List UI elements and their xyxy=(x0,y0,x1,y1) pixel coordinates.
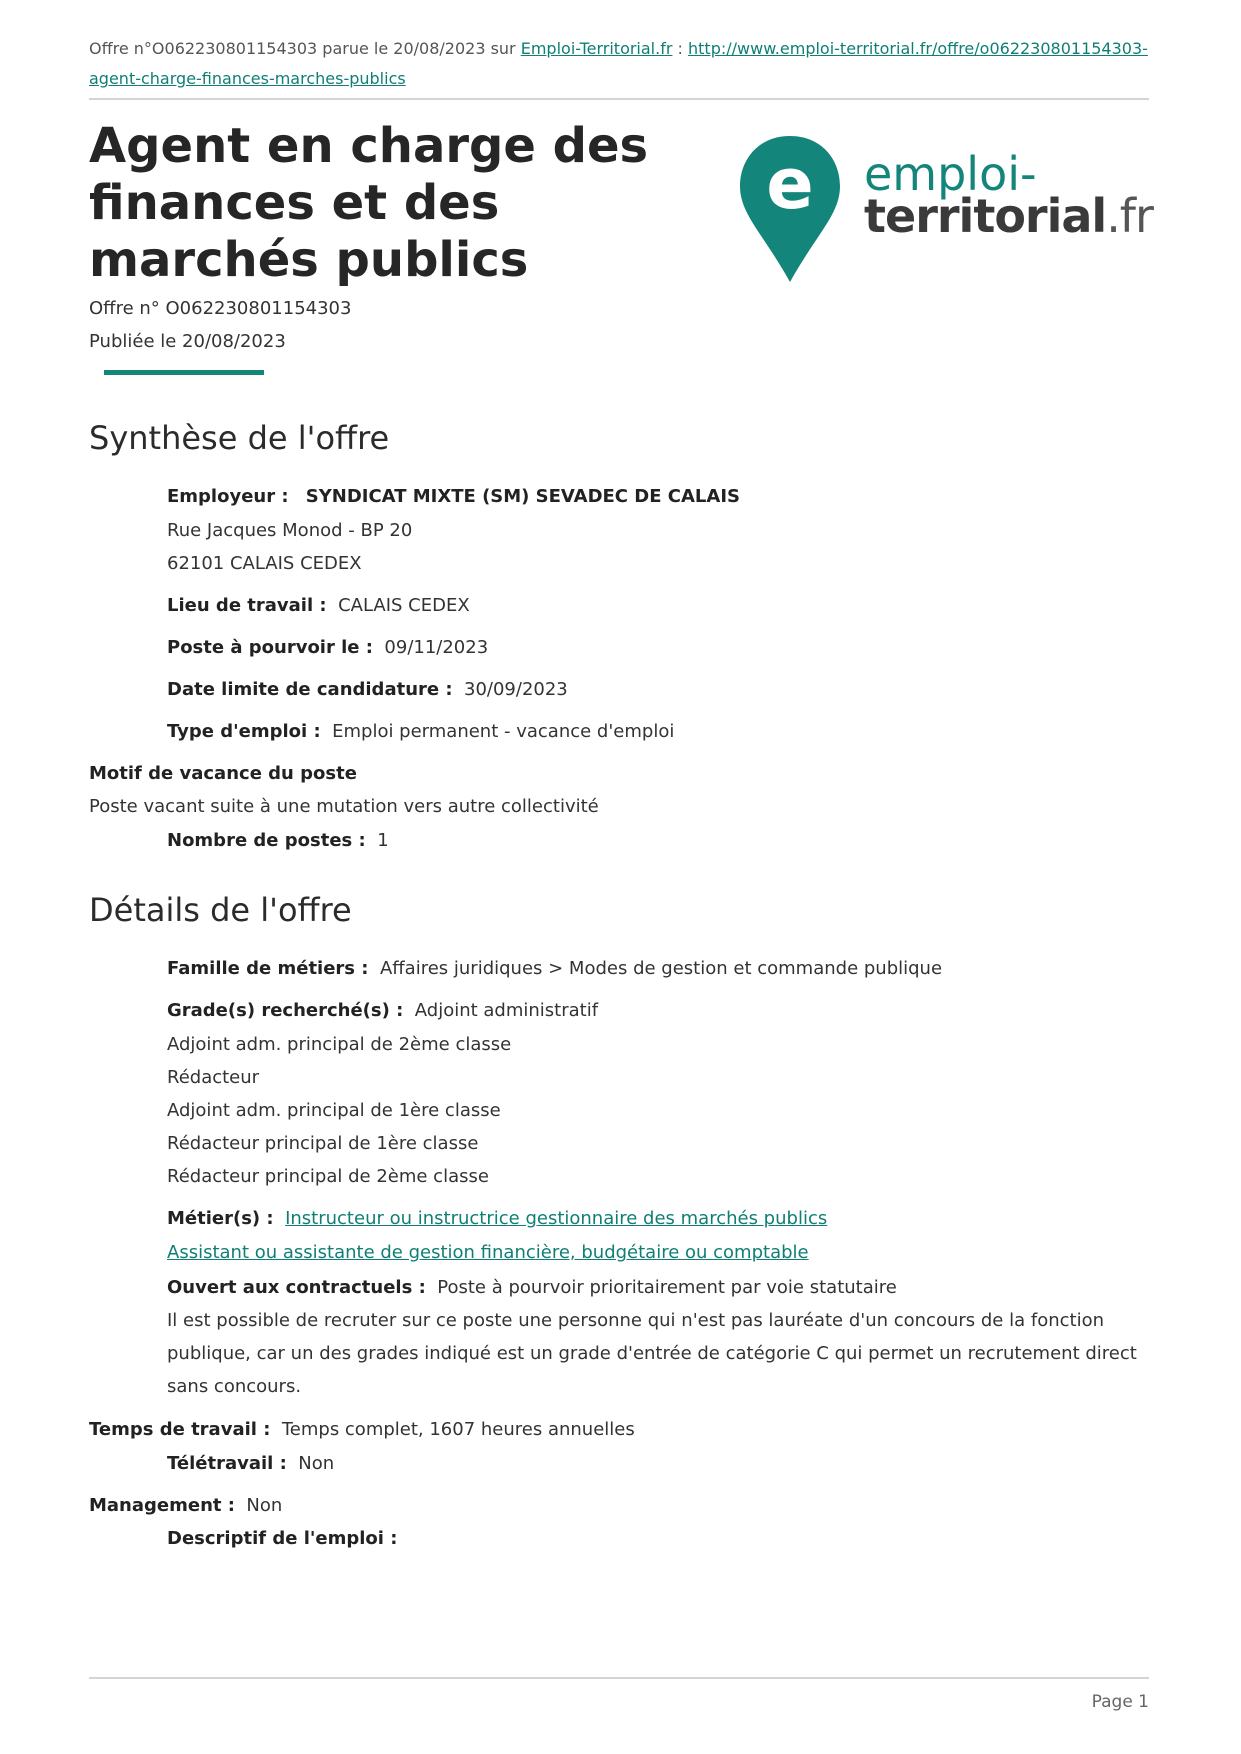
published-date: Publiée le 20/08/2023 xyxy=(89,331,286,352)
employeur-row xyxy=(167,480,740,513)
svg-text:emploi-: emploi- xyxy=(864,147,1037,201)
grade-item: Adjoint adm. principal de 1ère classe xyxy=(167,1100,501,1121)
separator: : xyxy=(677,39,683,58)
page-title: Agent en charge des finances et des marchés publics xyxy=(89,118,649,288)
lieu-value: CALAIS CEDEX xyxy=(338,595,470,616)
management-row xyxy=(89,1489,282,1522)
offer-meta xyxy=(89,292,351,358)
svg-text:territorial.fr: territorial.fr xyxy=(864,189,1153,243)
contractuels-note: Il est possible de recruter sur ce poste une personne qui n'est pas lauréate d'un concours de la fonction publique, car un des grades indiqué est un grade d'entrée de catégorie C qui permet un recrutement direct sans concours. xyxy=(167,1310,1137,1397)
section-heading-details: Détails de l'offre xyxy=(89,891,352,929)
contractuels-label: Ouvert aux contractuels : xyxy=(167,1277,426,1298)
temps-row xyxy=(89,1413,635,1446)
emploi-territorial-logo xyxy=(740,128,1153,288)
metier-link[interactable]: Instructeur ou instructrice gestionnaire des marchés publics xyxy=(285,1208,828,1229)
poste-value: 09/11/2023 xyxy=(384,637,489,658)
grade-item: Rédacteur principal de 2ème classe xyxy=(167,1166,489,1187)
grades-label: Grade(s) recherché(s) : xyxy=(167,1000,404,1021)
employeur-value: SYNDICAT MIXTE (SM) SEVADEC DE CALAIS xyxy=(305,486,740,507)
section-heading-synthese: Synthèse de l'offre xyxy=(89,419,390,457)
address-line-2: 62101 CALAIS CEDEX xyxy=(167,553,362,574)
motif-label: Motif de vacance du poste xyxy=(89,763,357,784)
type-emploi-label: Type d'emploi : xyxy=(167,721,321,742)
metier-link[interactable]: Assistant ou assistante de gestion financière, budgétaire ou comptable xyxy=(167,1242,809,1263)
management-value: Non xyxy=(246,1495,283,1516)
metiers-row xyxy=(167,1202,827,1235)
grades-row xyxy=(167,994,598,1027)
contractuels-row xyxy=(167,1271,897,1304)
famille-row xyxy=(167,952,942,985)
type-emploi-value: Emploi permanent - vacance d'emploi xyxy=(332,721,675,742)
footer-divider xyxy=(89,1677,1149,1679)
date-limite-value: 30/09/2023 xyxy=(464,679,568,700)
metier-row-2 xyxy=(167,1236,809,1269)
grade-item: Rédacteur principal de 1ère classe xyxy=(167,1133,479,1154)
svg-text:e: e xyxy=(766,143,814,225)
accent-bar xyxy=(104,370,264,375)
grade-item: Adjoint administratif xyxy=(414,1000,599,1021)
teletravail-row xyxy=(167,1447,334,1480)
famille-label: Famille de métiers : xyxy=(167,958,369,979)
teletravail-value: Non xyxy=(298,1453,335,1474)
offer-url-link[interactable]: http://www.emploi-territorial.fr/offre/o062230801154303-agent-charge-finances-marches-publics xyxy=(89,39,1148,88)
site-link[interactable]: Emploi-Territorial.fr xyxy=(520,39,673,58)
management-label: Management : xyxy=(89,1495,235,1516)
employeur-label: Employeur : xyxy=(167,486,289,507)
nombre-postes-label: Nombre de postes : xyxy=(167,830,366,851)
offer-number: Offre n° O062230801154303 xyxy=(89,298,352,319)
famille-value: Affaires juridiques > Modes de gestion et commande publique xyxy=(379,958,943,979)
metiers-label: Métier(s) : xyxy=(167,1208,274,1229)
descriptif-label: Descriptif de l'emploi : xyxy=(167,1528,398,1549)
grade-item: Rédacteur xyxy=(167,1067,260,1088)
logo-pin-icon xyxy=(740,128,1153,288)
lieu-row xyxy=(167,589,470,622)
header-divider xyxy=(89,98,1149,100)
grade-item: Adjoint adm. principal de 2ème classe xyxy=(167,1034,512,1055)
teletravail-label: Télétravail : xyxy=(167,1453,287,1474)
nombre-postes-value: 1 xyxy=(377,830,389,851)
offer-reference-text: Offre n°O062230801154303 parue le 20/08/2023 sur xyxy=(89,39,516,58)
temps-label: Temps de travail : xyxy=(89,1419,271,1440)
date-limite-row xyxy=(167,673,568,706)
page-number: Page 1 xyxy=(1091,1692,1149,1712)
nombre-postes-row xyxy=(167,824,389,857)
address-line-1: Rue Jacques Monod - BP 20 xyxy=(167,520,413,541)
offer-reference-line xyxy=(89,34,1149,94)
poste-label: Poste à pourvoir le : xyxy=(167,637,373,658)
poste-row xyxy=(167,631,488,664)
motif-value: Poste vacant suite à une mutation vers autre collectivité xyxy=(89,796,599,817)
lieu-label: Lieu de travail : xyxy=(167,595,327,616)
date-limite-label: Date limite de candidature : xyxy=(167,679,453,700)
contractuels-value: Poste à pourvoir prioritairement par voie statutaire xyxy=(437,1277,897,1298)
temps-value: Temps complet, 1607 heures annuelles xyxy=(281,1419,635,1440)
type-emploi-row xyxy=(167,715,674,748)
